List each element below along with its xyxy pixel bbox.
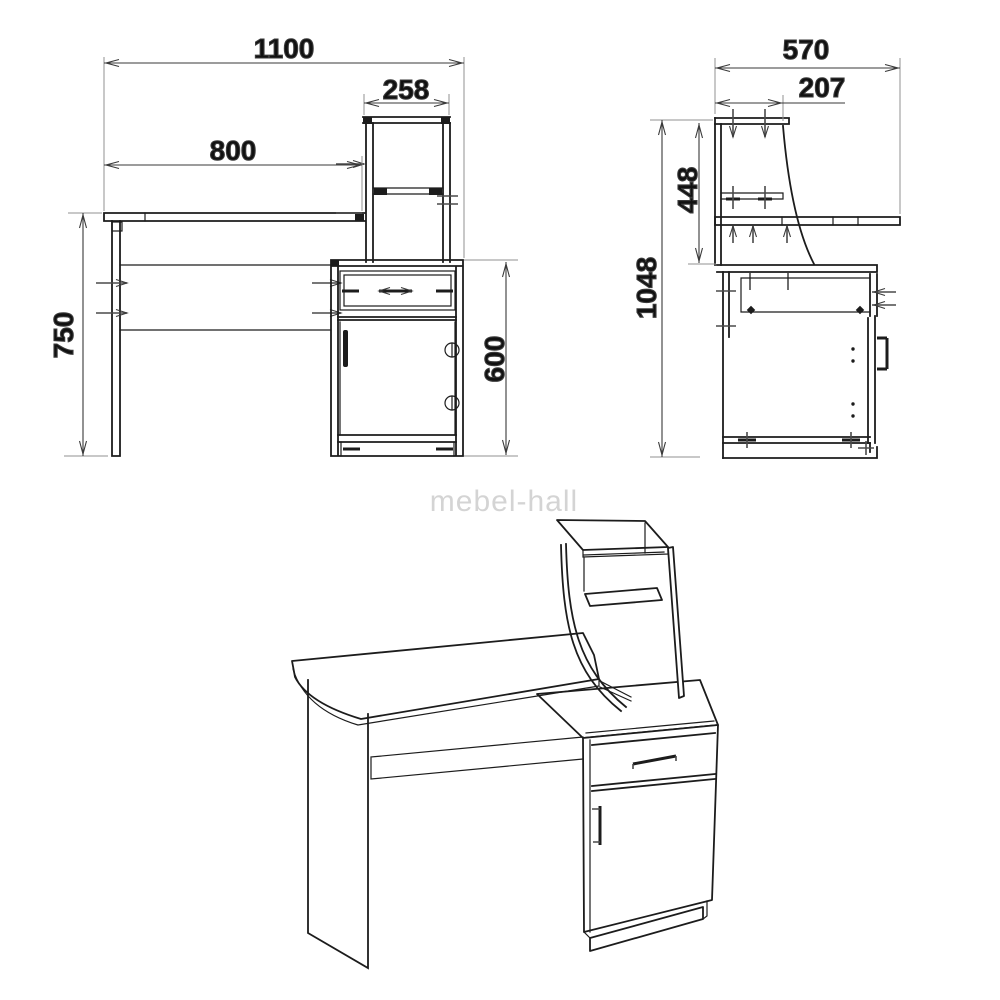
iso-modesty-panel [371, 737, 583, 779]
watermark-text: mebel-hall [429, 485, 579, 518]
shelf-tower-side [715, 109, 814, 265]
dim-pedestal-height: 600 [479, 335, 510, 383]
front-dimensions [48, 33, 518, 456]
dim-total-height: 1048 [631, 256, 662, 320]
door-side [851, 316, 887, 443]
shelf-side-curve [783, 126, 814, 264]
side-view [631, 34, 900, 458]
iso-pedestal [537, 680, 718, 951]
desk-top-front [104, 213, 365, 221]
drawer-side [741, 274, 896, 316]
dim-shelf-width: 258 [382, 74, 430, 105]
desk-top-side [715, 217, 900, 243]
dim-total-depth: 570 [782, 34, 830, 65]
iso-middle-shelf [585, 588, 662, 606]
shelf-tower-front [336, 117, 458, 262]
door-handle [343, 330, 348, 367]
door-handle-side [877, 338, 887, 369]
desk-left-leg-front [112, 221, 122, 456]
side-dimensions [631, 34, 900, 457]
pedestal-front [331, 260, 463, 456]
iso-left-panel [308, 680, 368, 968]
dim-upper-unit-height: 448 [672, 166, 703, 214]
modesty-panel-front [96, 265, 341, 330]
isometric-view [292, 520, 718, 968]
pedestal-side [716, 265, 896, 458]
dim-total-width: 1100 [253, 33, 315, 64]
drawer-front [340, 271, 455, 310]
dim-desk-height: 750 [48, 311, 79, 359]
front-view [48, 33, 518, 456]
dim-shelf-depth: 207 [798, 72, 846, 103]
dim-worktop-width: 800 [209, 135, 257, 166]
cabinet-door-front [340, 322, 459, 435]
drawer-handle [379, 288, 412, 295]
